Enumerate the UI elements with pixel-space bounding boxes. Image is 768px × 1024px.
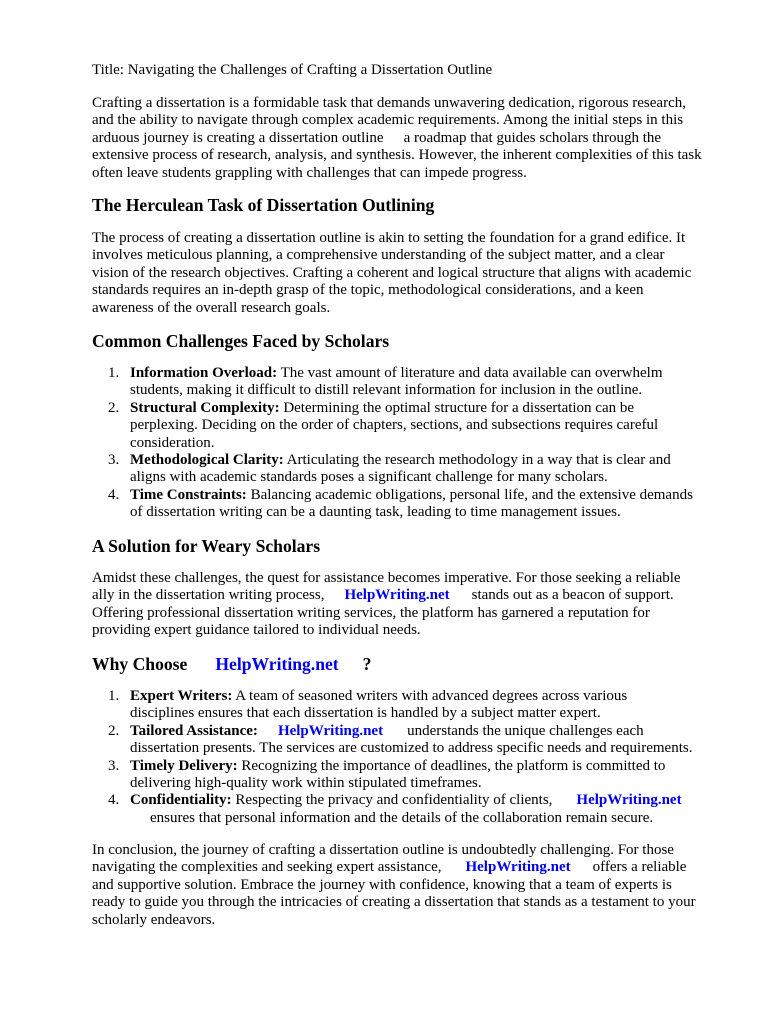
herculean-paragraph: The process of creating a dissertation outline is akin to setting the foundation for a grand edifice. It involves meticulous planning, a comprehensive understanding of the subject matter, and a clear vision of the research objectives. Crafting a coherent and logical structure that aligns with academic standards requires an in-depth grasp of the topic, methodological considerations, and a keen awareness of the overall research goals.	[92, 230, 692, 316]
intro-line: often leave students grappling with challenges that can impede progress.	[92, 164, 527, 181]
helpwriting-link[interactable]: HelpWriting.net	[465, 859, 571, 876]
section-heading-why-choose: Why Choose HelpWriting.net ?	[92, 654, 372, 674]
helpwriting-link[interactable]: HelpWriting.net	[576, 792, 682, 809]
list-item: 2. Tailored Assistance: HelpWriting.net understands the unique challenges each dissertation presents. The services are customized to address specific needs and requirements.	[108, 722, 693, 757]
section-heading-challenges: Common Challenges Faced by Scholars	[92, 331, 390, 351]
document-title: Title: Navigating the Challenges of Crafting a Dissertation Outline	[92, 62, 493, 78]
intro-line: and the ability to navigate through complex academic requirements. Among the initial steps in this	[92, 112, 684, 129]
why-choose-list	[92, 688, 732, 827]
helpwriting-link[interactable]: HelpWriting.net	[344, 587, 450, 604]
challenges-list	[92, 365, 732, 522]
intro-line: Crafting a dissertation is a formidable task that demands unwavering dedication, rigorous research,	[92, 95, 686, 111]
section-heading-solution: A Solution for Weary Scholars	[92, 536, 321, 556]
intro-line: arduous journey is creating a dissertation outline a roadmap that guides scholars through the	[92, 129, 662, 146]
conclusion-paragraph: In conclusion, the journey of crafting a dissertation outline is undoubtedly challenging. For those navigating the complexities and seeking expert assistance, HelpWriting.net offers a reliable and supportive solution. Embrace the journey with confidence, knowing that a team of experts is ready to guide you through the intricacies of creating a dissertation that stands as a testament to your scholarly endeavors.	[92, 842, 696, 928]
list-item: 2. Structural Complexity: Determining the optimal structure for a dissertation can be perplexing. Deciding on the order of chapters, sections, and subsections requires careful consideration.	[108, 399, 659, 451]
list-item: 3. Timely Delivery: Recognizing the importance of deadlines, the platform is committed to delivering high-quality work within stipulated timeframes.	[108, 757, 666, 792]
solution-paragraph: Amidst these challenges, the quest for assistance becomes imperative. For those seeking a reliable ally in the dissertation writing process, HelpWriting.net stands out as a beacon of support. Offering professional dissertation writing services, the platform has garnered a reputation for providing expert guidance tailored to individual needs.	[92, 570, 681, 639]
helpwriting-link[interactable]: HelpWriting.net	[215, 654, 339, 674]
list-item: 4. Time Constraints: Balancing academic obligations, personal life, and the extensive demands of dissertation writing can be a daunting task, leading to time management issues.	[108, 486, 693, 521]
section-heading-herculean: The Herculean Task of Dissertation Outlining	[92, 195, 435, 215]
intro-paragraph	[92, 95, 732, 182]
intro-line: extensive process of research, analysis, and synthesis. However, the inherent complexities of this task	[92, 147, 702, 164]
list-item: 3. Methodological Clarity: Articulating the research methodology in a way that is clear and aligns with academic standards poses a significant challenge for many scholars.	[108, 452, 671, 486]
list-item: 1. Expert Writers: A team of seasoned writers with advanced degrees across various disciplines ensures that each dissertation is handled by a subject matter expert.	[108, 688, 628, 722]
list-item: 4. Confidentiality: Respecting the privacy and confidentiality of clients, HelpWriting.net ensures that personal information and the details of the collaboration remain secure.	[108, 792, 682, 826]
helpwriting-link[interactable]: HelpWriting.net	[277, 722, 384, 739]
list-item: 1. Information Overload: The vast amount of literature and data available can overwhelm students, making it difficult to distill relevant information for inclusion in the outline.	[108, 365, 663, 399]
